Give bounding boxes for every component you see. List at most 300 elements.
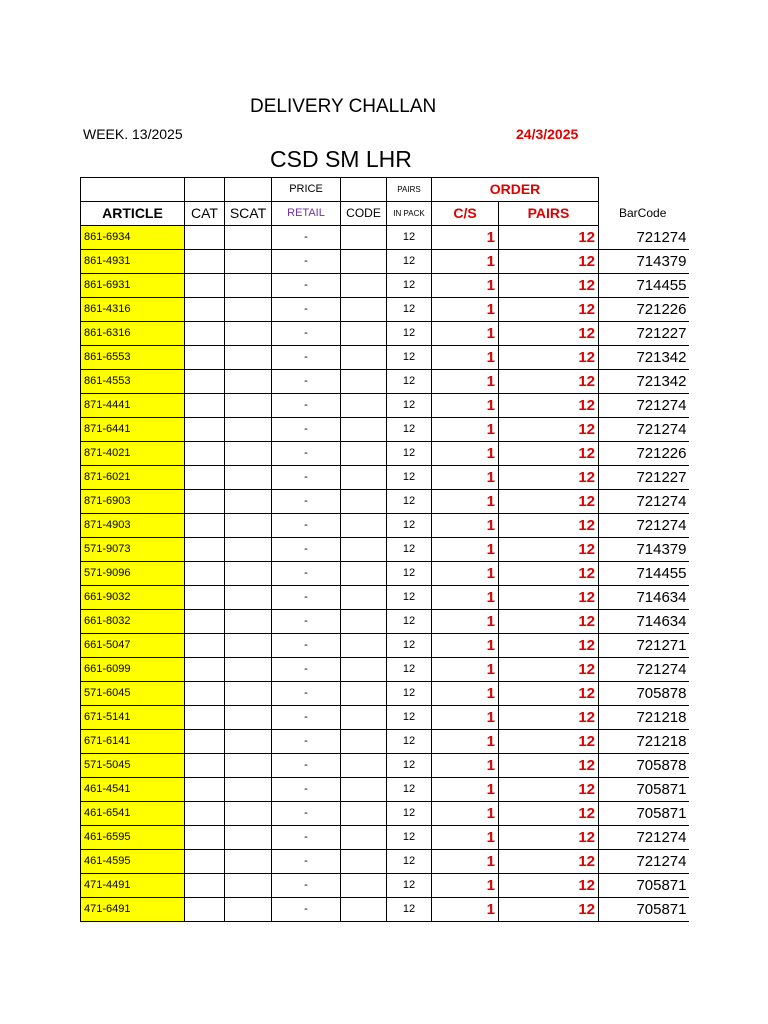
barcode-cell: 721226 <box>599 442 689 466</box>
pairs-cell: 12 <box>499 874 599 898</box>
table-row <box>81 754 689 778</box>
retail-cell: - <box>272 466 341 490</box>
barcode-cell: 714634 <box>599 586 689 610</box>
cs-cell: 1 <box>432 346 499 370</box>
in-pack-cell: 12 <box>387 514 432 538</box>
retail-cell: - <box>272 538 341 562</box>
header-barcode: BarCode <box>619 206 667 220</box>
cat-cell <box>185 706 225 730</box>
table-row <box>81 466 689 490</box>
article-cell: 861-4931 <box>81 250 185 274</box>
in-pack-cell: 12 <box>387 706 432 730</box>
table-row <box>81 658 689 682</box>
code-cell <box>341 898 387 922</box>
table-row <box>81 634 689 658</box>
article-cell: 861-4553 <box>81 370 185 394</box>
cs-cell: 1 <box>432 442 499 466</box>
in-pack-cell: 12 <box>387 778 432 802</box>
in-pack-cell: 12 <box>387 610 432 634</box>
code-cell <box>341 490 387 514</box>
date-label: 24/3/2025 <box>516 126 579 142</box>
cat-cell <box>185 250 225 274</box>
scat-cell <box>225 634 272 658</box>
pairs-cell: 12 <box>499 850 599 874</box>
code-cell <box>341 754 387 778</box>
in-pack-cell: 12 <box>387 682 432 706</box>
in-pack-cell: 12 <box>387 322 432 346</box>
code-cell <box>341 850 387 874</box>
store-title: CSD SM LHR <box>270 146 412 172</box>
header-order: ORDER <box>432 178 599 202</box>
pairs-cell: 12 <box>499 706 599 730</box>
barcode-cell: 721218 <box>599 730 689 754</box>
scat-cell <box>225 586 272 610</box>
table-row <box>81 490 689 514</box>
retail-cell: - <box>272 514 341 538</box>
cs-cell: 1 <box>432 250 499 274</box>
scat-cell <box>225 250 272 274</box>
article-cell: 871-6021 <box>81 466 185 490</box>
code-cell <box>341 778 387 802</box>
scat-cell <box>225 898 272 922</box>
barcode-cell: 721227 <box>599 322 689 346</box>
code-cell <box>341 610 387 634</box>
barcode-cell: 721218 <box>599 706 689 730</box>
article-cell: 871-4021 <box>81 442 185 466</box>
cat-cell <box>185 490 225 514</box>
cat-cell <box>185 394 225 418</box>
barcode-cell: 721342 <box>599 370 689 394</box>
article-cell: 861-6553 <box>81 346 185 370</box>
cs-cell: 1 <box>432 634 499 658</box>
cs-cell: 1 <box>432 802 499 826</box>
in-pack-cell: 12 <box>387 562 432 586</box>
retail-cell: - <box>272 850 341 874</box>
cat-cell <box>185 298 225 322</box>
in-pack-cell: 12 <box>387 850 432 874</box>
retail-cell: - <box>272 778 341 802</box>
code-cell <box>341 730 387 754</box>
cat-cell <box>185 754 225 778</box>
cs-cell: 1 <box>432 706 499 730</box>
article-cell: 571-9096 <box>81 562 185 586</box>
scat-cell <box>225 538 272 562</box>
table-row <box>81 418 689 442</box>
in-pack-cell: 12 <box>387 802 432 826</box>
article-cell: 661-8032 <box>81 610 185 634</box>
scat-cell <box>225 802 272 826</box>
in-pack-cell: 12 <box>387 250 432 274</box>
code-cell <box>341 538 387 562</box>
article-cell: 861-4316 <box>81 298 185 322</box>
barcode-cell: 705871 <box>599 874 689 898</box>
scat-cell <box>225 874 272 898</box>
table-row <box>81 250 689 274</box>
cat-cell <box>185 322 225 346</box>
header-pairs-top: PAIRS <box>387 178 432 202</box>
cs-cell: 1 <box>432 562 499 586</box>
retail-cell: - <box>272 298 341 322</box>
in-pack-cell: 12 <box>387 898 432 922</box>
table-row <box>81 682 689 706</box>
cat-cell <box>185 850 225 874</box>
header-price: PRICE <box>272 178 341 202</box>
table-row <box>81 274 689 298</box>
scat-cell <box>225 226 272 250</box>
pairs-cell: 12 <box>499 562 599 586</box>
article-cell: 861-6934 <box>81 226 185 250</box>
barcode-cell: 714634 <box>599 610 689 634</box>
cat-cell <box>185 418 225 442</box>
in-pack-cell: 12 <box>387 730 432 754</box>
cs-cell: 1 <box>432 778 499 802</box>
code-cell <box>341 346 387 370</box>
in-pack-cell: 12 <box>387 466 432 490</box>
code-cell <box>341 682 387 706</box>
scat-cell <box>225 418 272 442</box>
barcode-cell: 705871 <box>599 778 689 802</box>
barcode-cell: 721274 <box>599 490 689 514</box>
barcode-cell: 721227 <box>599 466 689 490</box>
code-cell <box>341 634 387 658</box>
scat-cell <box>225 346 272 370</box>
code-cell <box>341 442 387 466</box>
barcode-cell: 714379 <box>599 250 689 274</box>
header-retail: RETAIL <box>272 202 341 226</box>
code-cell <box>341 706 387 730</box>
retail-cell: - <box>272 658 341 682</box>
cs-cell: 1 <box>432 730 499 754</box>
cs-cell: 1 <box>432 610 499 634</box>
cs-cell: 1 <box>432 226 499 250</box>
retail-cell: - <box>272 826 341 850</box>
cat-cell <box>185 370 225 394</box>
scat-cell <box>225 562 272 586</box>
cat-cell <box>185 538 225 562</box>
retail-cell: - <box>272 898 341 922</box>
article-cell: 471-4491 <box>81 874 185 898</box>
barcode-cell: 714455 <box>599 274 689 298</box>
header-code: CODE <box>341 202 387 226</box>
cat-cell <box>185 346 225 370</box>
retail-cell: - <box>272 874 341 898</box>
header-cell-empty <box>341 178 387 202</box>
article-cell: 571-9073 <box>81 538 185 562</box>
scat-cell <box>225 778 272 802</box>
barcode-cell: 721226 <box>599 298 689 322</box>
scat-cell <box>225 850 272 874</box>
article-cell: 461-4595 <box>81 850 185 874</box>
scat-cell <box>225 322 272 346</box>
in-pack-cell: 12 <box>387 634 432 658</box>
retail-cell: - <box>272 634 341 658</box>
cs-cell: 1 <box>432 682 499 706</box>
barcode-cell: 721342 <box>599 346 689 370</box>
article-cell: 871-6441 <box>81 418 185 442</box>
cs-cell: 1 <box>432 658 499 682</box>
article-cell: 471-6491 <box>81 898 185 922</box>
barcode-cell: 705871 <box>599 898 689 922</box>
code-cell <box>341 586 387 610</box>
retail-cell: - <box>272 418 341 442</box>
week-label: WEEK. 13/2025 <box>83 126 183 142</box>
cat-cell <box>185 610 225 634</box>
table-row <box>81 706 689 730</box>
table-row <box>81 538 689 562</box>
retail-cell: - <box>272 490 341 514</box>
barcode-cell: 714379 <box>599 538 689 562</box>
article-cell: 871-4903 <box>81 514 185 538</box>
code-cell <box>341 874 387 898</box>
in-pack-cell: 12 <box>387 754 432 778</box>
header-scat: SCAT <box>225 202 272 226</box>
code-cell <box>341 370 387 394</box>
article-cell: 861-6316 <box>81 322 185 346</box>
article-cell: 661-6099 <box>81 658 185 682</box>
header-cat: CAT <box>185 202 225 226</box>
retail-cell: - <box>272 802 341 826</box>
article-cell: 571-5045 <box>81 754 185 778</box>
cs-cell: 1 <box>432 298 499 322</box>
article-cell: 571-6045 <box>81 682 185 706</box>
retail-cell: - <box>272 754 341 778</box>
in-pack-cell: 12 <box>387 826 432 850</box>
scat-cell <box>225 514 272 538</box>
article-cell: 461-6541 <box>81 802 185 826</box>
retail-cell: - <box>272 370 341 394</box>
in-pack-cell: 12 <box>387 298 432 322</box>
scat-cell <box>225 754 272 778</box>
pairs-cell: 12 <box>499 802 599 826</box>
in-pack-cell: 12 <box>387 874 432 898</box>
table-row <box>81 322 689 346</box>
header-pairs: PAIRS <box>499 202 599 226</box>
cat-cell <box>185 274 225 298</box>
cat-cell <box>185 778 225 802</box>
cat-cell <box>185 634 225 658</box>
code-cell <box>341 562 387 586</box>
pairs-cell: 12 <box>499 418 599 442</box>
table-row <box>81 826 689 850</box>
retail-cell: - <box>272 322 341 346</box>
cat-cell <box>185 658 225 682</box>
in-pack-cell: 12 <box>387 370 432 394</box>
code-cell <box>341 466 387 490</box>
pairs-cell: 12 <box>499 538 599 562</box>
cat-cell <box>185 826 225 850</box>
table-row <box>81 346 689 370</box>
pairs-cell: 12 <box>499 298 599 322</box>
article-cell: 861-6931 <box>81 274 185 298</box>
cs-cell: 1 <box>432 466 499 490</box>
retail-cell: - <box>272 346 341 370</box>
article-cell: 661-5047 <box>81 634 185 658</box>
pairs-cell: 12 <box>499 250 599 274</box>
pairs-cell: 12 <box>499 274 599 298</box>
retail-cell: - <box>272 250 341 274</box>
header-cell-empty <box>225 178 272 202</box>
pairs-cell: 12 <box>499 730 599 754</box>
table-row <box>81 898 689 922</box>
header-cell-empty <box>599 178 689 202</box>
header-in-pack: IN PACK <box>387 202 432 226</box>
cs-cell: 1 <box>432 490 499 514</box>
cat-cell <box>185 874 225 898</box>
table-row <box>81 730 689 754</box>
barcode-cell: 721274 <box>599 826 689 850</box>
scat-cell <box>225 298 272 322</box>
barcode-cell: 721274 <box>599 658 689 682</box>
pairs-cell: 12 <box>499 658 599 682</box>
pairs-cell: 12 <box>499 514 599 538</box>
table-row <box>81 610 689 634</box>
table-row <box>81 394 689 418</box>
table-row <box>81 802 689 826</box>
pairs-cell: 12 <box>499 370 599 394</box>
document-title: DELIVERY CHALLAN <box>250 96 437 117</box>
cat-cell <box>185 730 225 754</box>
barcode-cell: 705871 <box>599 802 689 826</box>
cs-cell: 1 <box>432 754 499 778</box>
pairs-cell: 12 <box>499 610 599 634</box>
code-cell <box>341 802 387 826</box>
cat-cell <box>185 682 225 706</box>
cs-cell: 1 <box>432 514 499 538</box>
cs-cell: 1 <box>432 586 499 610</box>
scat-cell <box>225 706 272 730</box>
retail-cell: - <box>272 562 341 586</box>
code-cell <box>341 322 387 346</box>
cat-cell <box>185 898 225 922</box>
retail-cell: - <box>272 226 341 250</box>
pairs-cell: 12 <box>499 898 599 922</box>
table-row <box>81 226 689 250</box>
barcode-cell: 705878 <box>599 754 689 778</box>
table-row <box>81 562 689 586</box>
article-cell: 461-6595 <box>81 826 185 850</box>
cs-cell: 1 <box>432 874 499 898</box>
header-cs: C/S <box>432 202 499 226</box>
cs-cell: 1 <box>432 370 499 394</box>
cat-cell <box>185 586 225 610</box>
code-cell <box>341 298 387 322</box>
cat-cell <box>185 514 225 538</box>
pairs-cell: 12 <box>499 346 599 370</box>
in-pack-cell: 12 <box>387 538 432 562</box>
retail-cell: - <box>272 442 341 466</box>
code-cell <box>341 826 387 850</box>
cs-cell: 1 <box>432 826 499 850</box>
pairs-cell: 12 <box>499 778 599 802</box>
cat-cell <box>185 442 225 466</box>
scat-cell <box>225 730 272 754</box>
in-pack-cell: 12 <box>387 418 432 442</box>
cs-cell: 1 <box>432 394 499 418</box>
cat-cell <box>185 466 225 490</box>
article-cell: 661-9032 <box>81 586 185 610</box>
cat-cell <box>185 802 225 826</box>
retail-cell: - <box>272 586 341 610</box>
scat-cell <box>225 490 272 514</box>
table-row <box>81 442 689 466</box>
article-cell: 671-5141 <box>81 706 185 730</box>
barcode-cell: 721274 <box>599 850 689 874</box>
code-cell <box>341 226 387 250</box>
cs-cell: 1 <box>432 898 499 922</box>
scat-cell <box>225 826 272 850</box>
table-row <box>81 298 689 322</box>
header-cell-empty <box>81 178 185 202</box>
challan-table <box>80 177 689 922</box>
scat-cell <box>225 466 272 490</box>
retail-cell: - <box>272 610 341 634</box>
pairs-cell: 12 <box>499 466 599 490</box>
table-row <box>81 850 689 874</box>
code-cell <box>341 514 387 538</box>
scat-cell <box>225 394 272 418</box>
pairs-cell: 12 <box>499 490 599 514</box>
cs-cell: 1 <box>432 274 499 298</box>
table-row <box>81 778 689 802</box>
retail-cell: - <box>272 706 341 730</box>
pairs-cell: 12 <box>499 682 599 706</box>
article-cell: 871-6903 <box>81 490 185 514</box>
cs-cell: 1 <box>432 850 499 874</box>
header-row-top <box>81 178 689 202</box>
cs-cell: 1 <box>432 538 499 562</box>
scat-cell <box>225 442 272 466</box>
in-pack-cell: 12 <box>387 586 432 610</box>
retail-cell: - <box>272 274 341 298</box>
in-pack-cell: 12 <box>387 394 432 418</box>
table-row <box>81 586 689 610</box>
pairs-cell: 12 <box>499 826 599 850</box>
code-cell <box>341 658 387 682</box>
cs-cell: 1 <box>432 322 499 346</box>
table-row <box>81 874 689 898</box>
barcode-cell: 705878 <box>599 682 689 706</box>
code-cell <box>341 418 387 442</box>
header-article: ARTICLE <box>81 202 185 226</box>
article-cell: 671-6141 <box>81 730 185 754</box>
cat-cell <box>185 562 225 586</box>
retail-cell: - <box>272 394 341 418</box>
pairs-cell: 12 <box>499 322 599 346</box>
pairs-cell: 12 <box>499 226 599 250</box>
in-pack-cell: 12 <box>387 274 432 298</box>
in-pack-cell: 12 <box>387 226 432 250</box>
barcode-cell: 721271 <box>599 634 689 658</box>
barcode-cell: 721274 <box>599 418 689 442</box>
pairs-cell: 12 <box>499 754 599 778</box>
article-cell: 461-4541 <box>81 778 185 802</box>
scat-cell <box>225 682 272 706</box>
scat-cell <box>225 274 272 298</box>
cat-cell <box>185 226 225 250</box>
code-cell <box>341 274 387 298</box>
pairs-cell: 12 <box>499 394 599 418</box>
table-row <box>81 514 689 538</box>
in-pack-cell: 12 <box>387 658 432 682</box>
code-cell <box>341 250 387 274</box>
retail-cell: - <box>272 682 341 706</box>
retail-cell: - <box>272 730 341 754</box>
pairs-cell: 12 <box>499 586 599 610</box>
in-pack-cell: 12 <box>387 490 432 514</box>
code-cell <box>341 394 387 418</box>
barcode-cell: 714455 <box>599 562 689 586</box>
scat-cell <box>225 370 272 394</box>
